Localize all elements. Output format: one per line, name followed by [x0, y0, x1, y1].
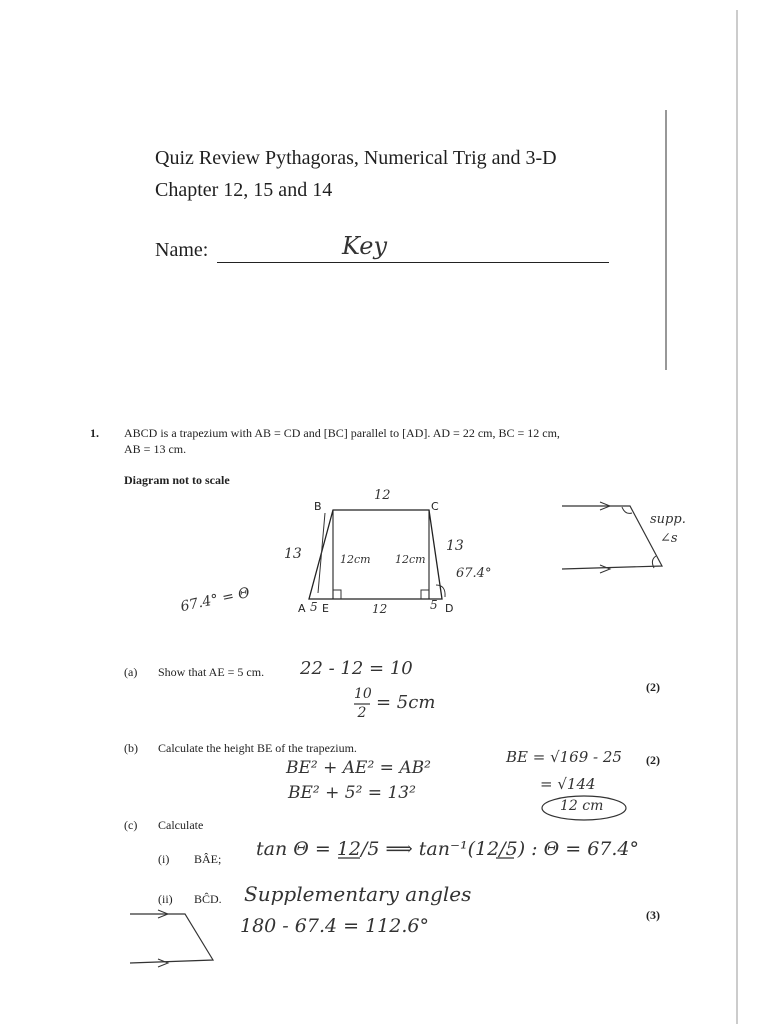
part-b-work4: = √144: [540, 775, 596, 793]
supp-note-2: ∠s: [660, 531, 678, 546]
label-right-side: 13: [446, 538, 464, 554]
part-ci-text: BÂE;: [194, 852, 222, 866]
part-b-work3: BE = √169 - 25: [506, 748, 622, 766]
page-subtitle: Chapter 12, 15 and 14: [155, 179, 333, 201]
vertex-e: E: [322, 602, 329, 615]
part-b-label: (b): [124, 741, 138, 755]
part-a-work2-num: 10: [354, 686, 372, 702]
vertex-b: B: [314, 500, 322, 513]
label-bottom-middle: 12: [372, 602, 388, 616]
part-cii-text: BĈD.: [194, 892, 222, 906]
part-b-work2: BE² + 5² = 13²: [288, 783, 416, 803]
part-c-text: Calculate: [158, 818, 204, 832]
question-number: 1.: [90, 426, 99, 440]
label-top: 12: [374, 488, 391, 503]
part-b-work5: 12 cm: [560, 798, 604, 814]
vertex-c: C: [431, 500, 439, 513]
part-a-label: (a): [124, 665, 138, 679]
label-left-side: 13: [284, 546, 302, 562]
angle-left-eq: 67.4° = Θ: [179, 584, 252, 616]
page-title: Quiz Review Pythagoras, Numerical Trig and 3-D: [155, 147, 557, 169]
name-value: Key: [342, 232, 388, 260]
angle-sketch: [130, 914, 213, 963]
supp-note-1: supp.: [650, 512, 686, 527]
part-a-text: Show that AE = 5 cm.: [158, 665, 265, 679]
part-a-work1: 22 - 12 = 10: [300, 658, 413, 679]
part-b-work1: BE² + AE² = AB²: [286, 758, 431, 778]
question-text-line1: ABCD is a trapezium with AB = CD and [BC] parallel to [AD]. AD = 22 cm, BC = 12 cm,: [124, 426, 560, 440]
part-a-work2-rest: = 5cm: [376, 692, 436, 713]
label-height-left: 12cm: [340, 553, 371, 566]
part-b-text: Calculate the height BE of the trapezium.: [158, 741, 357, 755]
label-height-right: 12cm: [395, 553, 426, 566]
part-c-mark: (3): [646, 908, 660, 922]
vertex-d: D: [445, 602, 454, 615]
vertex-a: A: [298, 602, 306, 615]
part-ci-work: tan Θ = 12/5 ⟹ tan⁻¹(12/5) : Θ = 67.4°: [256, 838, 639, 860]
part-ci-label: (i): [158, 852, 170, 866]
part-cii-work1: Supplementary angles: [244, 882, 472, 906]
diagram-caption: Diagram not to scale: [124, 473, 230, 487]
question-text-line2: AB = 13 cm.: [124, 442, 187, 456]
name-label: Name:: [155, 239, 209, 261]
label-bottom-right: 5: [430, 598, 438, 612]
part-a-mark: (2): [646, 680, 660, 694]
angle-right: 67.4°: [456, 566, 492, 581]
part-c-label: (c): [124, 818, 138, 832]
label-bottom-left: 5: [310, 600, 318, 614]
supp-sketch: [562, 506, 662, 569]
part-cii-label: (ii): [158, 892, 173, 906]
part-a-work2-den: 2: [357, 705, 367, 721]
part-cii-work2: 180 - 67.4 = 112.6°: [240, 915, 429, 937]
part-b-mark: (2): [646, 753, 660, 767]
